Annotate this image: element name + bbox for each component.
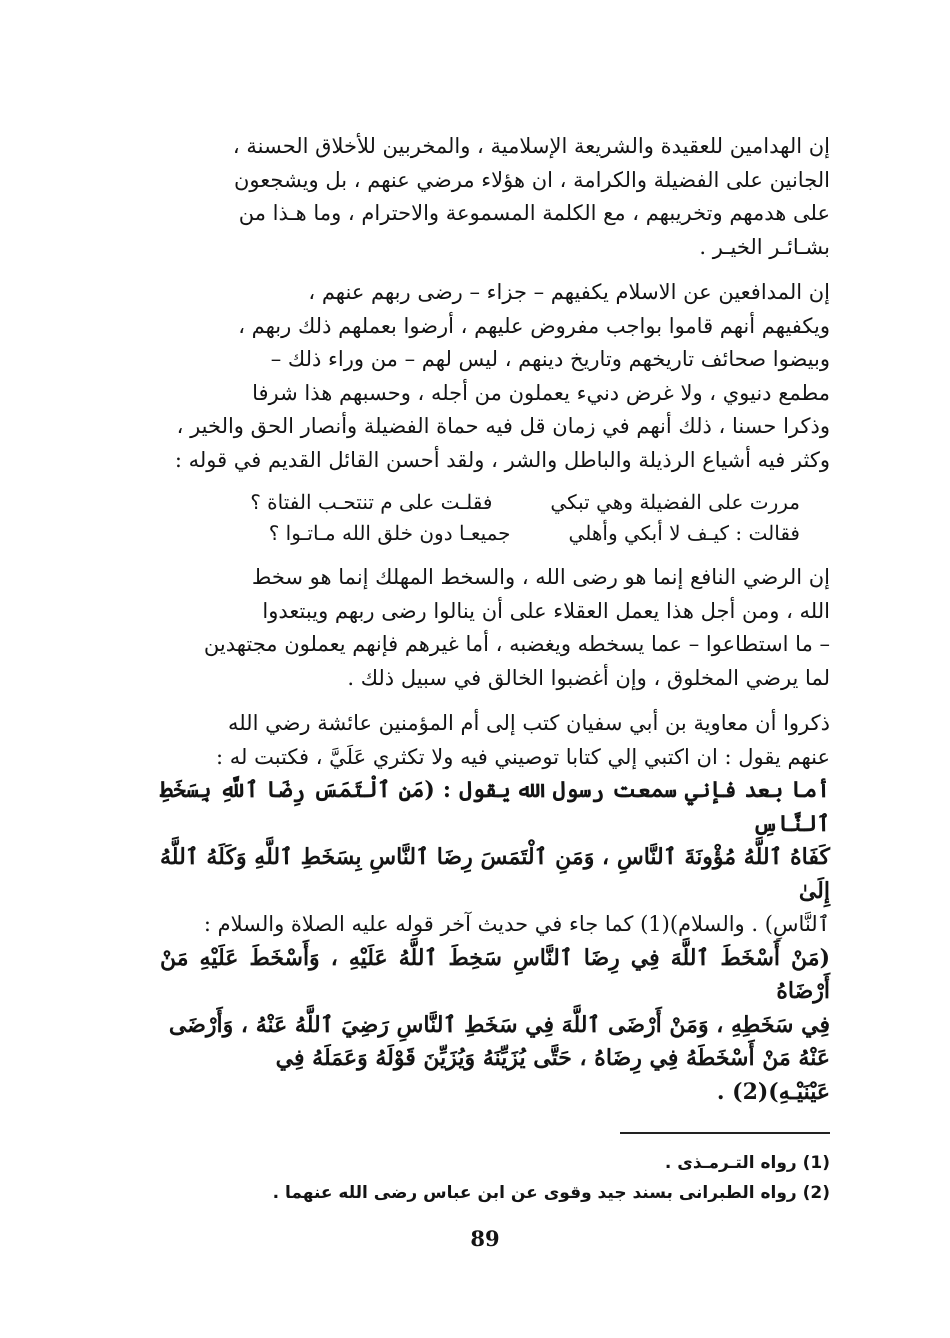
paragraph-2 (160, 276, 830, 477)
text-line: مطمع دنيوي ، ولا غرض دنيء يعملون من أجله ، وحسبهم هذا شرفا (252, 380, 830, 405)
text-line: لما يرضي المخلوق ، وإن أغضبوا الخالق في سبيل ذلك . (347, 665, 830, 690)
text-line: إن المدافعين عن الاسلام يكفيهم – جزاء – رضى ربهم عنهم ، (308, 280, 830, 304)
hadith-quote-line: عَيْنَيْـهِ)(2) . (716, 1078, 830, 1105)
text-line: الجانين على الفضيلة والكرامة ، ان هؤلاء مرضي عنهم ، بل ويشجعون (234, 167, 830, 192)
paragraph-3 (160, 561, 830, 695)
poem-first-hemistich: فقالت : كيـف لا أبكي وأهلي (568, 521, 800, 545)
poem-verse (160, 487, 830, 518)
footnotes (190, 1148, 830, 1208)
hadith-quote-line: أما بعد فإني سمعت رسول الله يقول : (مَنِ ٱلْتَمَسَ رِضَا ٱللَّهِ بِسَخَطِ ٱلنَّاسِ (160, 777, 830, 837)
text-line: وبيضوا صحائف تاريخهم وتاريخ دينهم ، ليس لهم – من وراء ذلك – (270, 347, 830, 371)
text-line: ذكروا أن معاوية بن أبي سفيان كتب إلى أم المؤمنين عائشة رضي الله (227, 711, 830, 735)
text-line: إن الهدامين للعقيدة والشريعة الإسلامية ، والمخربين للأخلاق الحسنة ، (232, 134, 830, 158)
text-line: عنهم يقول : ان اكتبي إلي كتابا توصيني فيه ولا تكثري عَلَيَّ ، فكتبت له : (216, 744, 830, 769)
text-line: بشـائـر الخيـر . (699, 234, 830, 259)
poem (160, 487, 830, 549)
footnote-2: (2) رواه الطبرانى بسند جيد وقوى عن ابن عباس رضى الله عنهما . (272, 1183, 830, 1203)
hadith-quote-line: عَنْهُ مَنْ أَسْخَطَهُ فِي رِضَاهُ ، حَتَّى يُزَيِّنَهُ وَيُزَيِّنَ قَوْلَهُ وَعَمَلَهُ فِي (275, 1045, 830, 1071)
footnote-1: (1) رواه التـرمـذى . (664, 1153, 830, 1173)
text-line: الله ، ومن أجل هذا يعمل العقلاء على أن ينالوا رضى ربهم ويبتعدوا (262, 598, 830, 623)
hadith-paragraph (160, 707, 830, 1109)
text-line: إن الرضي النافع إنما هو رضى الله ، والسخط المهلك إنما هو سخط (251, 565, 830, 589)
hadith-quote-line: فِي سَخَطِهِ ، وَمَنْ أَرْضَى ٱللَّهَ فِي سَخَطِ ٱلنَّاسِ رَضِيَ ٱللَّهُ عَنْهُ ، وَأَرْضَى (168, 1011, 830, 1038)
text-line: ويكفيهم أنهم قاموا بواجب مفروض عليهم ، أرضوا بعملهم ذلك ربهم ، (238, 313, 830, 338)
paragraph-1 (160, 130, 830, 264)
hadith-quote-line: كَفَاهُ ٱللَّهُ مُؤْونَةَ ٱلنَّاسِ ، وَمَنِ ٱلْتَمَسَ رِضَا ٱلنَّاسِ بِسَخَطِ ٱللَّهِ وَكَلَهُ ٱللَّهُ إِلَىٰ (160, 844, 830, 904)
poem-first-hemistich: مررت على الفضيلة وهي تبكي (550, 490, 800, 514)
text-line: وذكرا حسنا ، ذلك أنهم في زمان قل فيه حماة الفضيلة وأنصار الحق والخير ، (176, 414, 830, 438)
text-line: وكثر فيه أشياع الرذيلة والباطل والشر ، ولقد أحسن القائل القديم في قوله : (174, 447, 830, 472)
hadith-quote-line: (مَنْ أَسْخَطَ ٱللَّهَ فِي رِضَا ٱلنَّاسِ سَخِطَ ٱللَّهُ عَلَيْهِ ، وَأَسْخَطَ عَلَيْهِ مَنْ أَرْضَاهُ (160, 944, 830, 1004)
text-line: ٱلنَّاسِ) . والسلام)(1) كما جاء في حديث آخر قوله عليه الصلاة والسلام : (203, 912, 830, 936)
text-line: – ما استطاعوا – عما يسخطه ويغضبه ، أما غيرهم فإنهم يعملون مجتهدين (203, 632, 830, 656)
poem-second-hemistich: فقلـت على م تنتحـب الفتاة ؟ (250, 490, 493, 514)
poem-second-hemistich: جميعـا دون خلق الله مـاتـوا ؟ (268, 521, 511, 545)
page-number: 89 (470, 1226, 500, 1251)
poem-verse (160, 518, 830, 549)
footnote-divider (620, 1132, 830, 1134)
page-body (160, 130, 830, 1109)
text-line: على هدمهم وتخريبهم ، مع الكلمة المسموعة والاحترام ، وما هـذا من (238, 201, 830, 225)
